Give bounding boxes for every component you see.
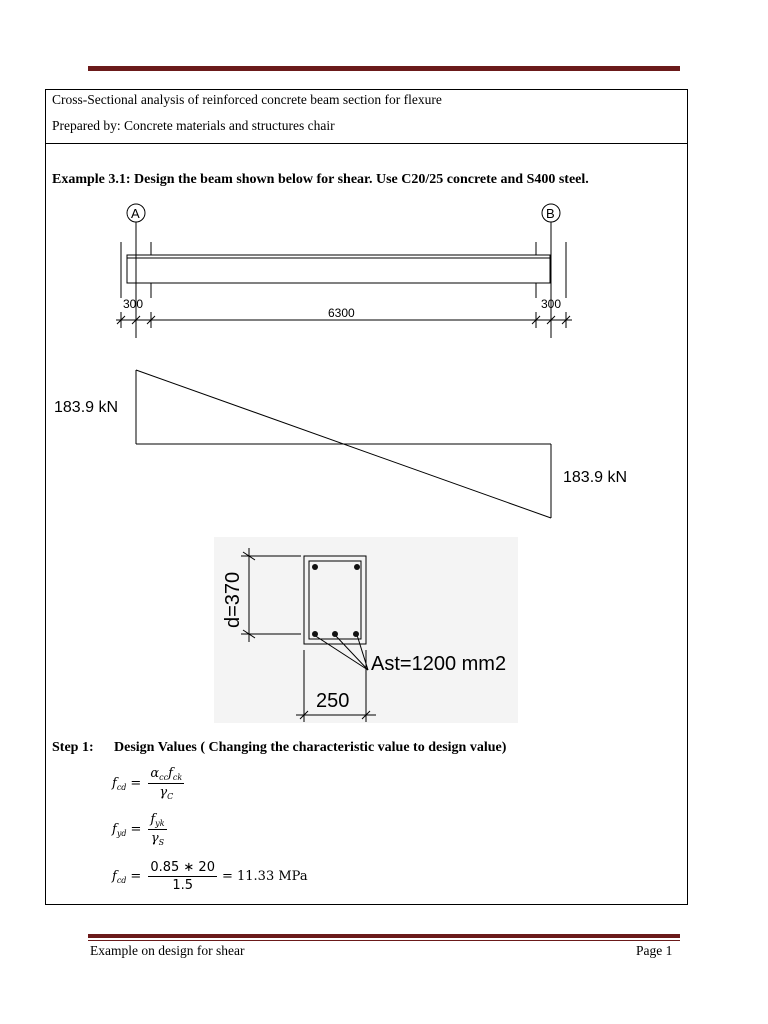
shear-left-value: 183.9 kN — [54, 399, 119, 416]
footer-title: Example on design for shear — [90, 943, 245, 958]
footer-rule-thin — [88, 940, 680, 941]
width-label: 250 — [316, 690, 350, 712]
depth-label: d=370 — [222, 571, 244, 628]
top-bar-left — [312, 564, 318, 570]
equation-fyd-definition: $f_{yd}$ = $\frac{f_{yk}}{\gamma_S}$ — [112, 812, 165, 847]
beam-elevation — [127, 255, 550, 283]
equation-fcd-definition: $f_{cd}$ = $\frac{\alpha_{cc}f_{ck}}{\gamma_C}$ — [112, 766, 183, 801]
calc-numerator: 0.85 ∗ 20 — [150, 860, 215, 875]
span-dimension: 6300 — [328, 306, 355, 320]
prepared-by: Prepared by: Concrete materials and structures chair — [52, 118, 335, 133]
right-support-dimension: 300 — [541, 297, 562, 311]
shear-right-value: 183.9 kN — [563, 469, 628, 486]
page-number: Page 1 — [636, 943, 673, 958]
bottom-bar-3 — [353, 631, 359, 637]
footer-rule — [88, 934, 680, 938]
shear-force-diagram — [136, 370, 551, 518]
calc-denominator: 1.5 — [172, 878, 193, 893]
step-number: Step 1: — [52, 740, 94, 755]
bottom-bar-2 — [332, 631, 338, 637]
calc-result: = 11.33 MPa — [221, 869, 308, 884]
cross-section — [214, 537, 518, 723]
steel-area-label: Ast=1200 mm2 — [371, 653, 507, 675]
support-b-label: B — [546, 206, 555, 221]
document-title: Cross-Sectional analysis of reinforced concrete beam section for flexure — [52, 92, 442, 107]
example-title: Example 3.1: Design the beam shown below for shear. Use C20/25 concrete and S400 steel. — [52, 172, 589, 187]
step-title: Design Values ( Changing the characteristic value to design value) — [114, 740, 507, 755]
bottom-bar-1 — [312, 631, 318, 637]
left-support-dimension: 300 — [123, 297, 144, 311]
support-a-label: A — [131, 206, 140, 221]
top-bar-right — [354, 564, 360, 570]
equation-fcd-calculation: $f_{cd}$ = $\frac{0.85 ∗ 20}{1.5}$ = 11.33 MPa — [112, 860, 308, 893]
